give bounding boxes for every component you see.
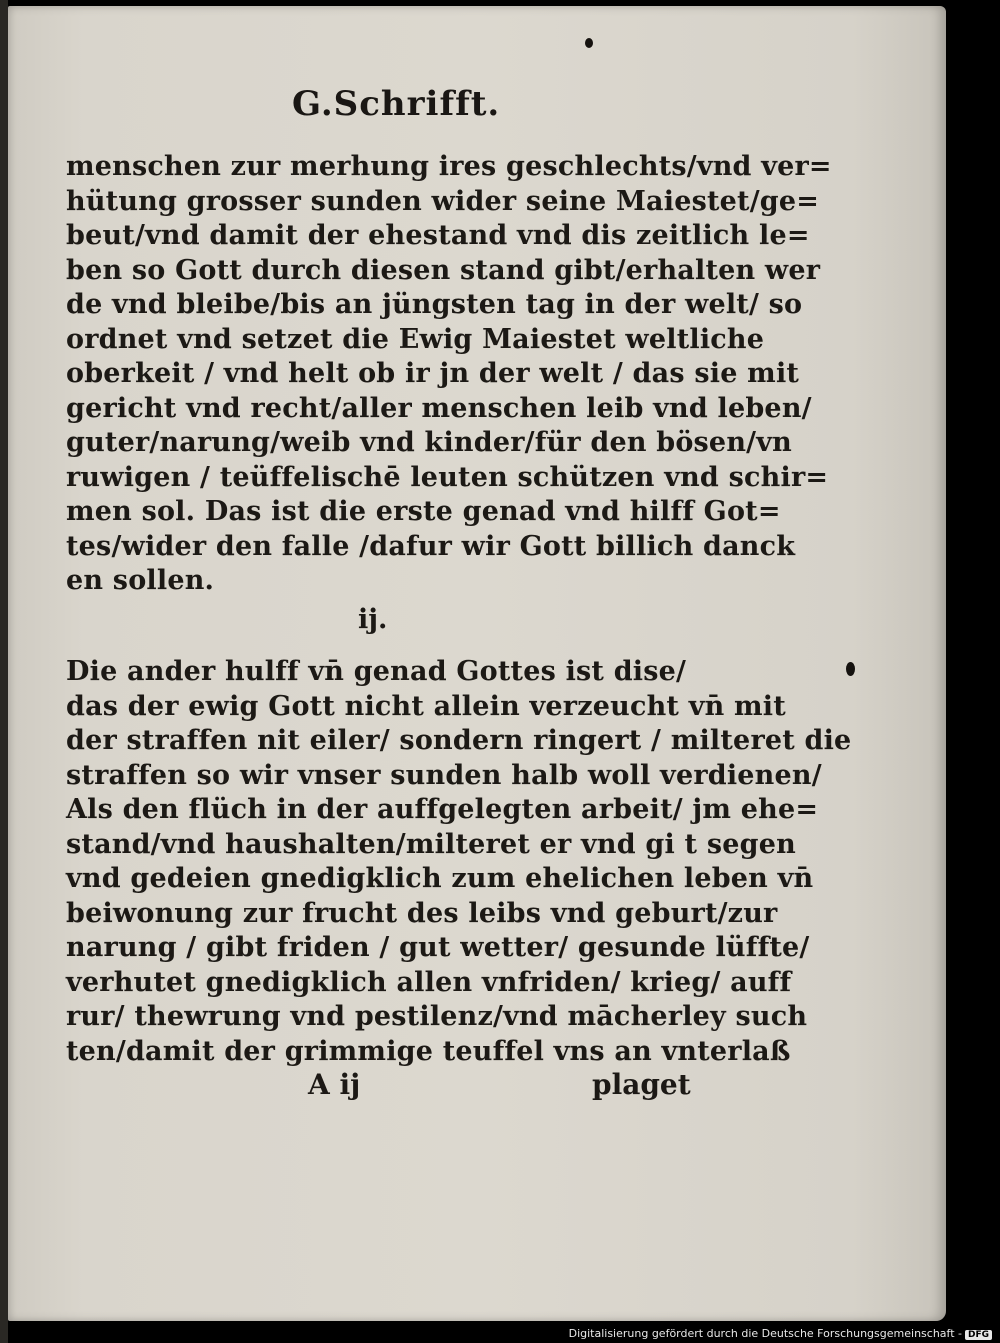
funding-credit bbox=[569, 1327, 992, 1340]
text-line: verhutet gnedigklich allen vnfriden/ krieg/ auff bbox=[66, 966, 792, 998]
text-line: menschen zur merhung ires geschlechts/vnd ver= bbox=[66, 151, 832, 182]
text-line: hütung grosser sunden wider seine Maiestet/ge= bbox=[66, 185, 820, 217]
credit-text: Digitalisierung gefördert durch die Deutsche Forschungsgemeinschaft - bbox=[568, 1327, 962, 1340]
running-header: G.Schrifft. bbox=[292, 84, 501, 124]
catchword: plaget bbox=[592, 1068, 691, 1101]
paragraph-2 bbox=[66, 655, 852, 1069]
text-line: de vnd bleibe/bis an jüngsten tag in der welt/ so bbox=[66, 289, 803, 320]
text-line: en sollen. bbox=[66, 565, 215, 596]
paragraph-1 bbox=[66, 150, 832, 599]
ink-spot bbox=[585, 38, 593, 48]
text-line: straffen so wir vnser sunden halb woll verdienen/ bbox=[66, 759, 822, 791]
text-line: ordnet vnd setzet die Ewig Maiestet weltliche bbox=[66, 323, 765, 355]
book-page bbox=[8, 6, 946, 1321]
text-line: Als den flüch in der auffgelegten arbeit/ jm ehe= bbox=[66, 794, 819, 825]
signature-mark: A ij bbox=[308, 1068, 361, 1101]
dfg-logo: DFG bbox=[965, 1330, 992, 1340]
text-line: beut/vnd damit der ehestand vnd dis zeitlich le= bbox=[66, 220, 810, 251]
text-line: ten/damit der grimmige teuffel vns an vnterlaß bbox=[66, 1035, 791, 1067]
text-line: ruwigen / teüffelischē leuten schützen vnd schir= bbox=[66, 461, 829, 493]
text-line: rur/ thewrung vnd pestilenz/vnd mācherley such bbox=[66, 1001, 808, 1032]
text-line: men sol. Das ist die erste genad vnd hilff Got= bbox=[66, 496, 781, 527]
text-line: guter/narung/weib vnd kinder/für den bösen/vn bbox=[66, 427, 792, 458]
text-line: ben so Gott durch diesen stand gibt/erhalten wer bbox=[66, 254, 821, 286]
text-line: beiwonung zur frucht des leibs vnd geburt/zur bbox=[66, 897, 778, 929]
scan-border bbox=[946, 0, 1000, 1343]
page-gutter-strip bbox=[0, 0, 8, 1343]
text-line: narung / gibt friden / gut wetter/ gesunde lüffte/ bbox=[66, 932, 810, 963]
text-line: tes/wider den falle /dafur wir Gott billich danck bbox=[66, 530, 796, 562]
text-line: gericht vnd recht/aller menschen leib vnd leben/ bbox=[66, 392, 812, 424]
text-line: vnd gedeien gnedigklich zum ehelichen leben vn̄ bbox=[66, 863, 814, 894]
text-line: oberkeit / vnd helt ob ir jn der welt / das sie mit bbox=[66, 358, 800, 389]
section-number: ij. bbox=[358, 604, 388, 635]
text-line: das der ewig Gott nicht allein verzeucht vn̄ mit bbox=[66, 690, 786, 722]
text-line: Die ander hulff vn̄ genad Gottes ist dise/ bbox=[66, 656, 687, 687]
ink-spot bbox=[846, 662, 855, 676]
text-line: stand/vnd haushalten/milteret er vnd gi t segen bbox=[66, 828, 796, 860]
text-line: der straffen nit eiler/ sondern ringert / milteret die bbox=[66, 725, 852, 756]
